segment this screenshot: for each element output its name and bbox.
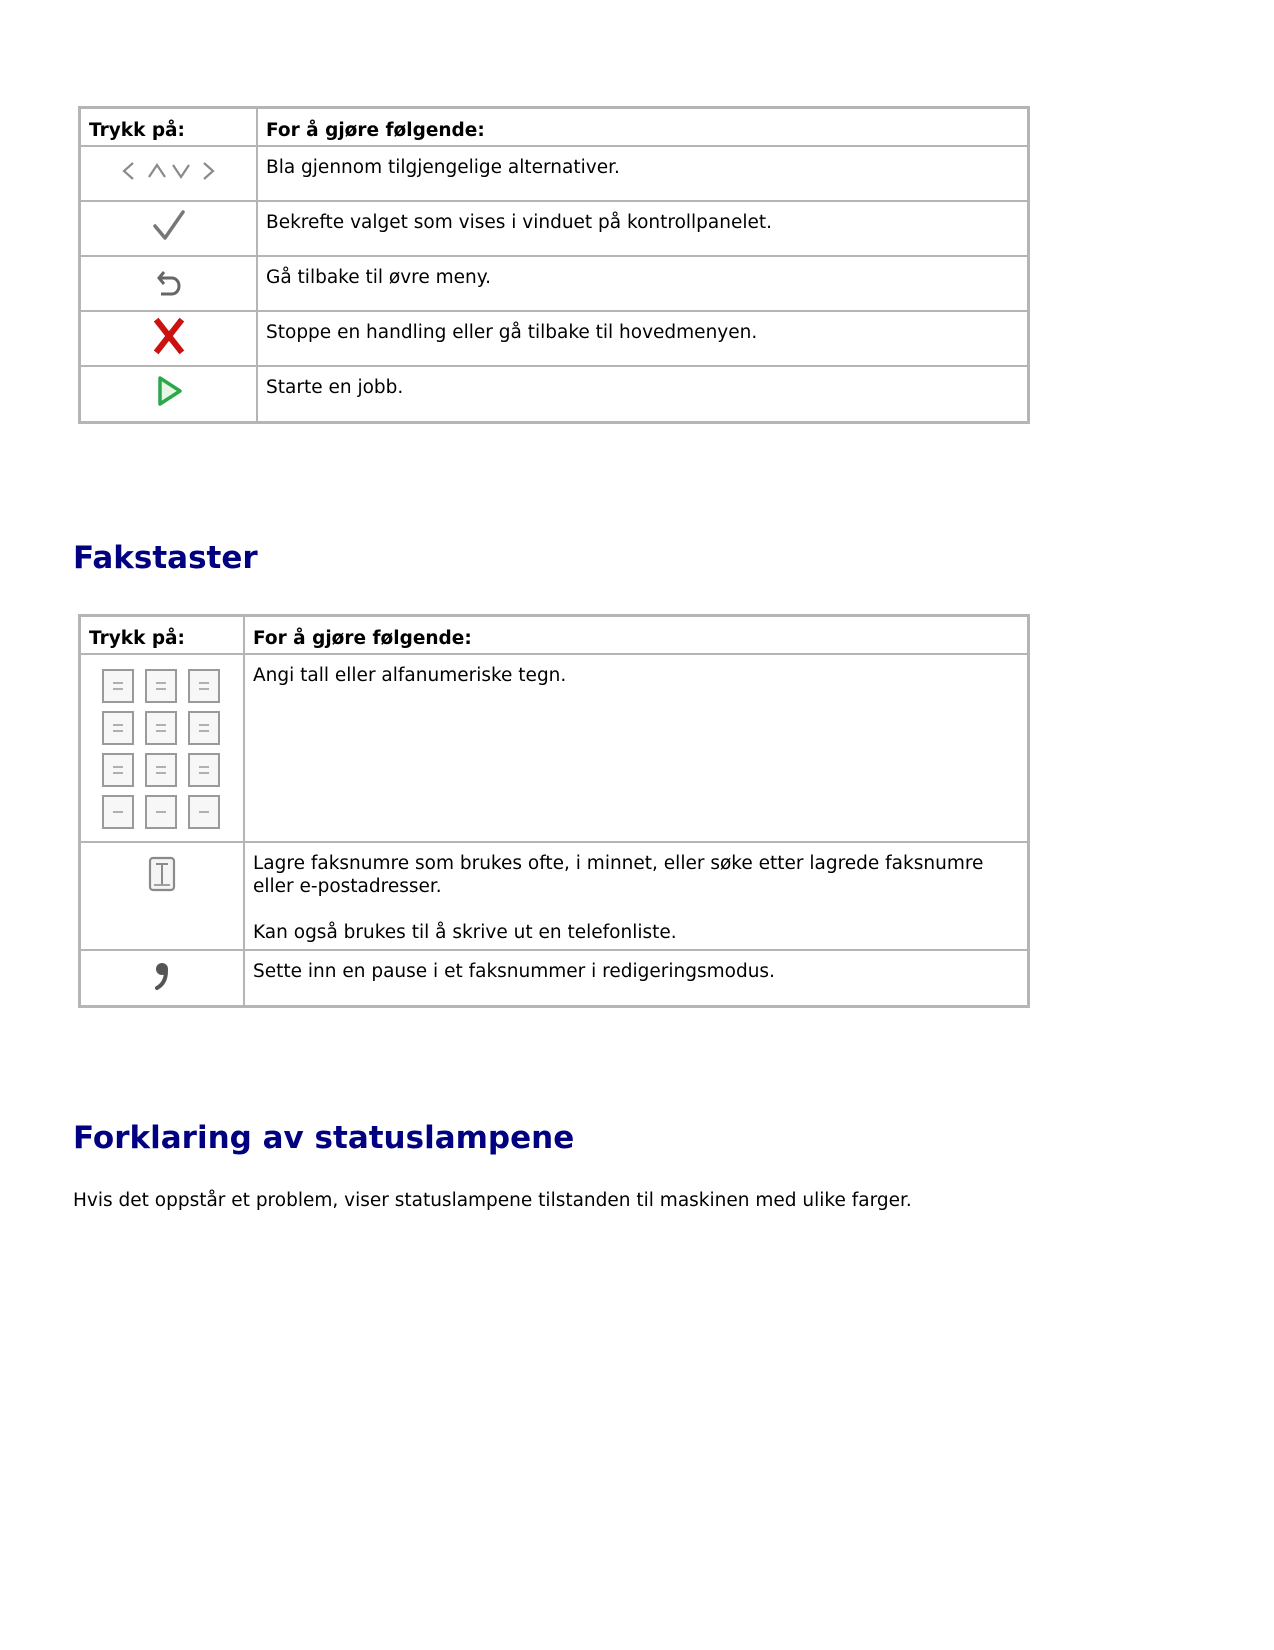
- description-cell: Stoppe en handling eller gå tilbake til hovedmenyen.: [257, 311, 1028, 366]
- description-cell: Starte en jobb.: [257, 366, 1028, 422]
- header-action: For å gjøre følgende:: [244, 616, 1028, 654]
- status-paragraph: Hvis det oppstår et problem, viser statuslampene tilstanden til maskinen med ulike farger.: [73, 1190, 912, 1211]
- description-text-extra: Kan også brukes til å skrive ut en telefonliste.: [253, 922, 677, 943]
- description-cell: Bla gjennom tilgjengelige alternativer.: [257, 146, 1028, 201]
- header-press: Trykk på:: [80, 108, 257, 146]
- navigation-keys-table: [78, 106, 1030, 424]
- table-row: [80, 201, 1028, 256]
- table-row: [80, 256, 1028, 311]
- key-8: [145, 753, 177, 787]
- key-0: [145, 795, 177, 829]
- fax-keys-heading: Fakstaster: [73, 540, 258, 576]
- description-cell: Angi tall eller alfanumeriske tegn.: [244, 654, 1028, 842]
- key-6: [188, 711, 220, 745]
- icon-cell: [80, 366, 257, 422]
- keypad-icon: [102, 669, 222, 829]
- key-3: [188, 669, 220, 703]
- table-header-row: [80, 108, 1028, 146]
- phonebook-icon: [146, 855, 178, 893]
- description-text: Lagre faksnumre som brukes ofte, i minnet, eller søke etter lagrede faksnumre eller e-postadresser.: [253, 853, 984, 897]
- arrow-keys-icon: [119, 158, 219, 184]
- table-row: [80, 842, 1028, 950]
- cancel-x-icon: [152, 317, 186, 355]
- key-5: [145, 711, 177, 745]
- checkmark-icon: [149, 208, 189, 244]
- table-row: [80, 146, 1028, 201]
- key-star: [102, 795, 134, 829]
- key-7: [102, 753, 134, 787]
- description-cell: Gå tilbake til øvre meny.: [257, 256, 1028, 311]
- table-row: [80, 366, 1028, 422]
- key-2: [145, 669, 177, 703]
- key-9: [188, 753, 220, 787]
- fax-keys-table: [78, 614, 1030, 1008]
- table-header-row: [80, 616, 1028, 654]
- icon-cell: [80, 654, 244, 842]
- table-row: [80, 311, 1028, 366]
- header-action: For å gjøre følgende:: [257, 108, 1028, 146]
- description-cell: Sette inn en pause i et faksnummer i redigeringsmodus.: [244, 950, 1028, 1006]
- pause-icon: [150, 957, 174, 993]
- description-cell: Bekrefte valget som vises i vinduet på kontrollpanelet.: [257, 201, 1028, 256]
- table-row: [80, 654, 1028, 842]
- start-icon: [153, 373, 185, 409]
- icon-cell: [80, 146, 257, 201]
- table-row: [80, 950, 1028, 1006]
- icon-cell: [80, 201, 257, 256]
- icon-cell: [80, 950, 244, 1006]
- status-lights-heading: Forklaring av statuslampene: [73, 1120, 575, 1156]
- description-cell: [244, 842, 1028, 950]
- header-press: Trykk på:: [80, 616, 244, 654]
- icon-cell: [80, 842, 244, 950]
- key-4: [102, 711, 134, 745]
- key-1: [102, 669, 134, 703]
- back-arrow-icon: [152, 264, 186, 298]
- icon-cell: [80, 256, 257, 311]
- icon-cell: [80, 311, 257, 366]
- key-hash: [188, 795, 220, 829]
